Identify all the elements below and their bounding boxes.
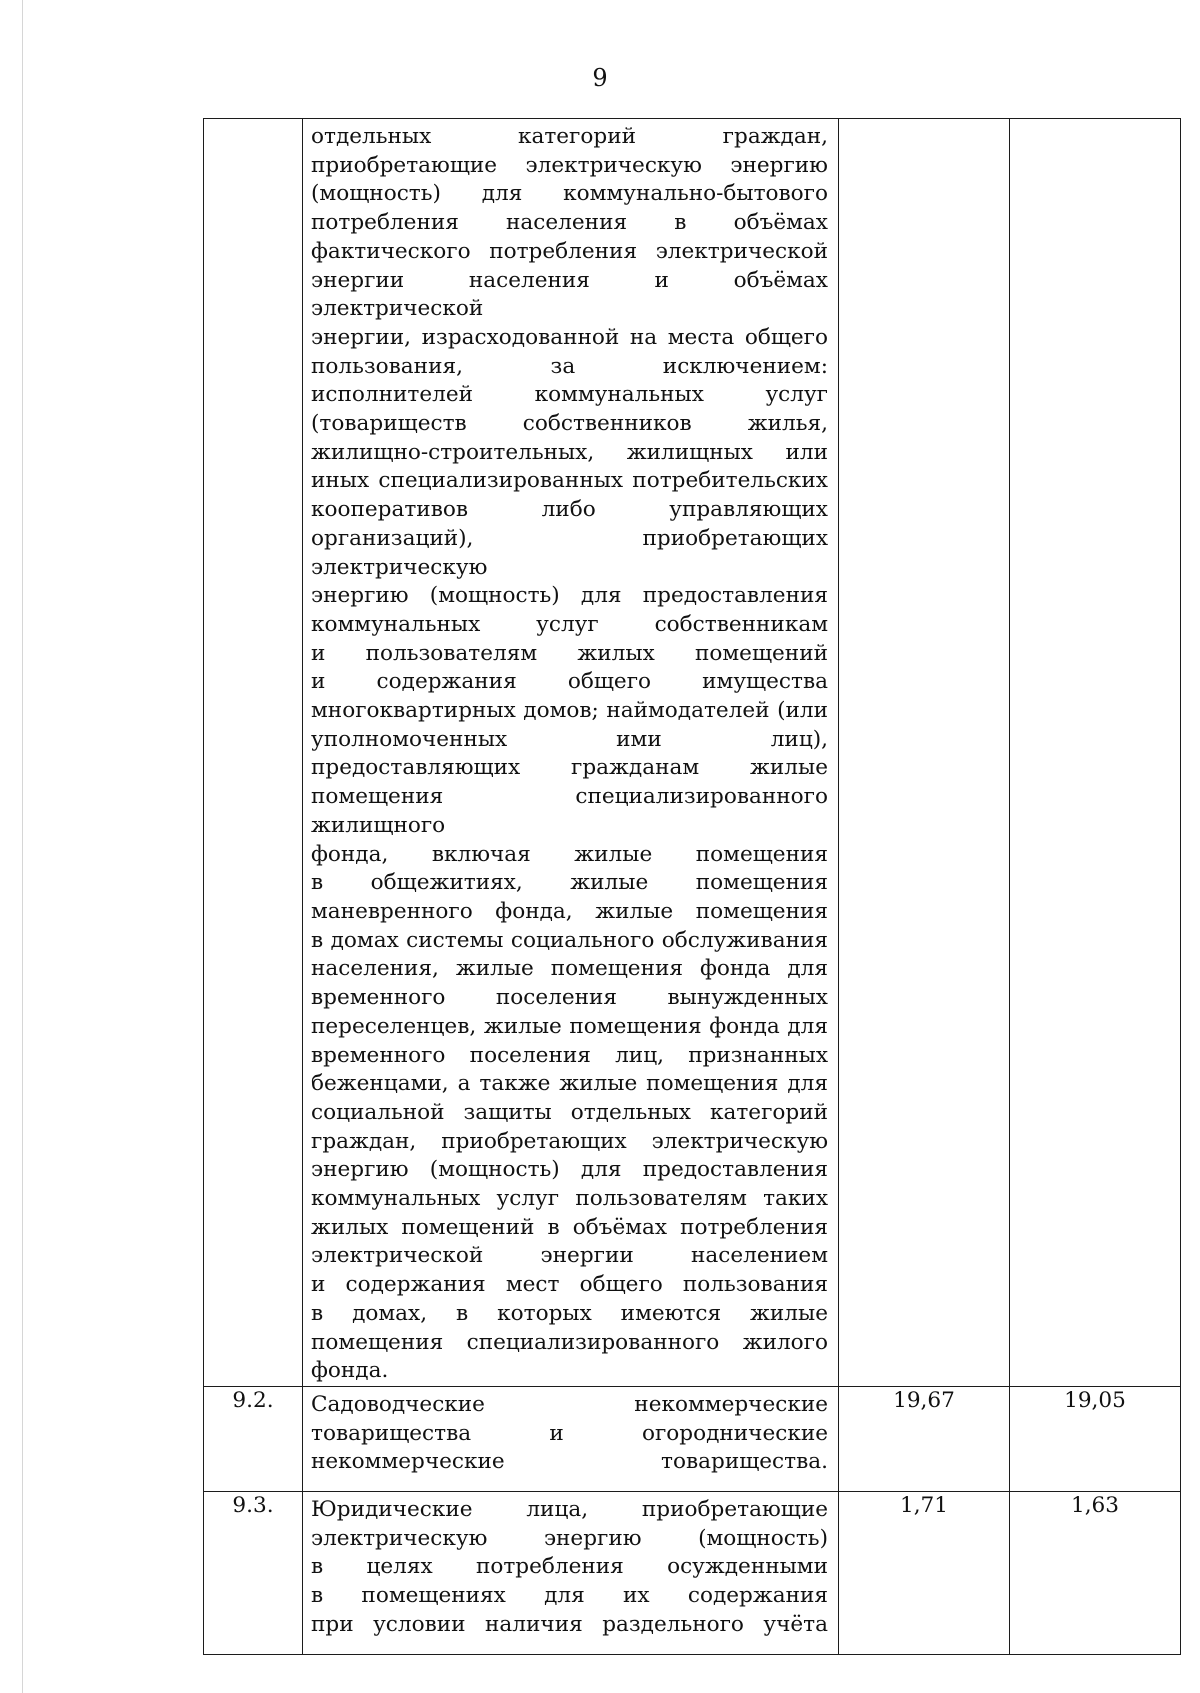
description-line: предоставляющих гражданам жилые xyxy=(311,755,828,781)
description-line: пользования, за исключением: xyxy=(311,353,828,379)
description-line: помещения специализированного жилищного xyxy=(311,784,828,838)
description-line: в домах системы социального обслуживания xyxy=(311,927,828,953)
description-line: энергии населения и объёмах электрической xyxy=(311,267,828,322)
description-line: социальной защиты отдельных категорий xyxy=(311,1099,828,1125)
description-line: коммунальных услуг пользователям таких xyxy=(311,1186,828,1212)
description-line: в помещениях для их содержания xyxy=(311,1583,828,1609)
description-line: исполнителей коммунальных услуг xyxy=(311,382,828,408)
description-line: отдельных категорий граждан, xyxy=(311,124,828,149)
value-cell-1 xyxy=(839,119,1010,1387)
value-cell-2: 1,63 xyxy=(1010,1491,1181,1654)
description-line: фонда, включая жилые помещения xyxy=(311,841,828,867)
description-line: потребления населения в объёмах xyxy=(311,210,828,236)
description-line: временного поселения вынужденных xyxy=(311,985,828,1011)
description-line: приобретающие электрическую энергию xyxy=(311,152,828,178)
row-description xyxy=(303,1387,838,1477)
description-line: коммунальных услуг собственникам xyxy=(311,611,828,637)
description-line: уполномоченных ими лиц), xyxy=(311,726,828,752)
description-line: (мощность) для коммунально-бытового xyxy=(311,181,828,207)
table-row xyxy=(204,119,1181,1387)
description-line: граждан, приобретающих электрическую xyxy=(311,1128,828,1154)
description-line: переселенцев, жилые помещения фонда для xyxy=(311,1013,828,1039)
description-line: фактического потребления электрической xyxy=(311,238,828,264)
description-line: электрическую энергию (мощность) xyxy=(311,1525,828,1551)
row-description xyxy=(303,119,838,1386)
description-line: и пользователям жилых помещений xyxy=(311,640,828,666)
description-line: населения, жилые помещения фонда для xyxy=(311,956,828,982)
description-line: фонда. xyxy=(311,1358,389,1384)
description-line: в общежитиях, жилые помещения xyxy=(311,870,828,896)
tariff-table xyxy=(203,118,1181,1655)
row-number-cell: 9.2. xyxy=(204,1386,303,1491)
value-cell-2 xyxy=(1010,119,1181,1387)
value-cell-2: 19,05 xyxy=(1010,1386,1181,1491)
row-description-cell xyxy=(303,1386,839,1491)
description-line: организаций), приобретающих электрическую xyxy=(311,525,828,580)
row-description-cell xyxy=(303,119,839,1387)
description-line: многоквартирных домов; наймодателей (или xyxy=(311,698,828,724)
description-line: помещения специализированного жилого xyxy=(311,1329,828,1355)
description-line: товарищества и огороднические xyxy=(311,1420,828,1446)
row-description xyxy=(303,1492,838,1640)
description-line: в целях потребления осужденными xyxy=(311,1554,828,1580)
value-cell-1: 19,67 xyxy=(839,1386,1010,1491)
description-line: в домах, в которых имеются жилые xyxy=(311,1300,828,1326)
row-number-cell: 9.3. xyxy=(204,1491,303,1654)
description-line: временного поселения лиц, признанных xyxy=(311,1042,828,1068)
description-line: (товариществ собственников жилья, xyxy=(311,411,828,437)
row-number-cell xyxy=(204,119,303,1387)
row-description-cell xyxy=(303,1491,839,1654)
value-cell-1: 1,71 xyxy=(839,1491,1010,1654)
description-line: энергию (мощность) для предоставления xyxy=(311,583,828,609)
margin-line xyxy=(22,0,23,1693)
page-number: 9 xyxy=(592,64,608,92)
description-line: и содержания мест общего пользования xyxy=(311,1272,828,1298)
description-line: и содержания общего имущества xyxy=(311,669,828,695)
table-row xyxy=(204,1386,1181,1491)
description-line: энергию (мощность) для предоставления xyxy=(311,1157,828,1183)
description-line: кооперативов либо управляющих xyxy=(311,497,828,523)
description-line: энергии, израсходованной на места общего xyxy=(311,324,828,350)
description-line: Садоводческие некоммерческие xyxy=(311,1391,828,1417)
description-line: Юридические лица, приобретающие xyxy=(311,1496,828,1522)
description-line: жилых помещений в объёмах потребления xyxy=(311,1214,828,1240)
table-row xyxy=(204,1491,1181,1654)
description-line: беженцами, а также жилые помещения для xyxy=(311,1071,828,1097)
description-line: электрической энергии населением xyxy=(311,1243,828,1269)
description-line: некоммерческие товарищества. xyxy=(311,1449,828,1475)
description-line: жилищно-строительных, жилищных или xyxy=(311,439,828,465)
description-line: иных специализированных потребительских xyxy=(311,468,828,494)
description-line: при условии наличия раздельного учёта xyxy=(311,1611,828,1637)
description-line: маневренного фонда, жилые помещения xyxy=(311,898,828,924)
